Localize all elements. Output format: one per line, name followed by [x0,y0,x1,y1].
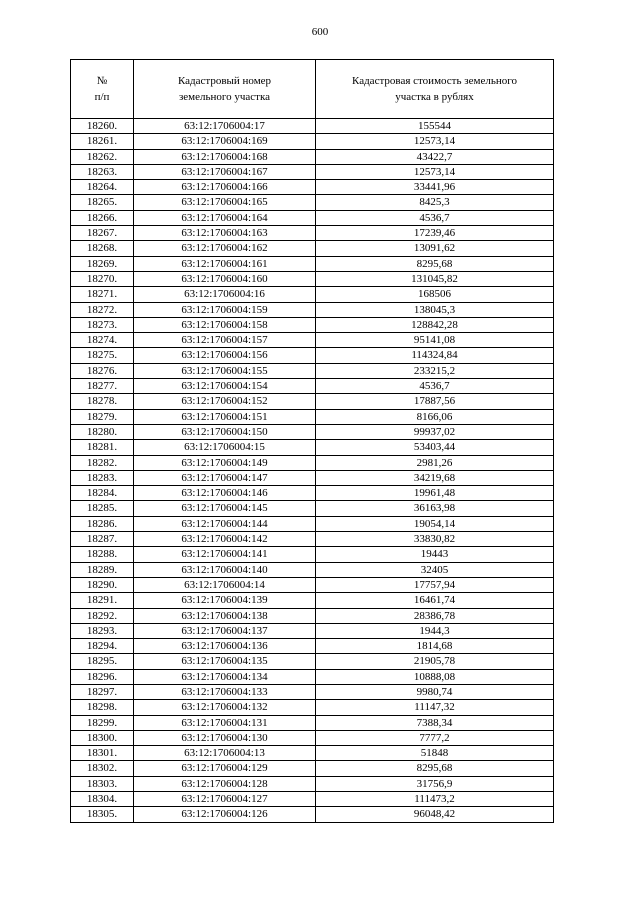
table-row [71,639,554,654]
table-row [71,394,554,409]
table-row [71,792,554,807]
cadastral-number: 63:12:1706004:155 [134,363,316,378]
header-cadastral-number [134,60,316,119]
table-row [71,226,554,241]
page-number: 600 [311,26,329,38]
cadastral-value: 34219,68 [316,470,554,485]
table-row [71,440,554,455]
row-number: 18264. [71,180,134,195]
table-header [71,60,554,119]
table-row [71,715,554,730]
cadastral-value: 4536,7 [316,379,554,394]
cadastral-value-table [70,59,554,823]
table-row [71,577,554,592]
row-number: 18293. [71,623,134,638]
table-body [71,119,554,823]
cadastral-value: 43422,7 [316,149,554,164]
cadastral-value: 138045,3 [316,302,554,317]
row-number: 18260. [71,119,134,134]
cadastral-value: 2981,26 [316,455,554,470]
cadastral-value: 95141,08 [316,333,554,348]
row-number: 18268. [71,241,134,256]
table-row [71,363,554,378]
table-row [71,195,554,210]
row-number: 18277. [71,379,134,394]
cadastral-number: 63:12:1706004:128 [134,776,316,791]
cadastral-number: 63:12:1706004:14 [134,577,316,592]
header-value [316,60,554,119]
cadastral-value: 31756,9 [316,776,554,791]
table-row [71,562,554,577]
cadastral-number: 63:12:1706004:134 [134,669,316,684]
row-number: 18276. [71,363,134,378]
table-row [71,807,554,822]
cadastral-value: 4536,7 [316,210,554,225]
cadastral-number: 63:12:1706004:154 [134,379,316,394]
row-number: 18266. [71,210,134,225]
table-row [71,547,554,562]
row-number: 18271. [71,287,134,302]
cadastral-number: 63:12:1706004:162 [134,241,316,256]
cadastral-number: 63:12:1706004:130 [134,730,316,745]
cadastral-number: 63:12:1706004:145 [134,501,316,516]
row-number: 18261. [71,134,134,149]
cadastral-value: 12573,14 [316,134,554,149]
cadastral-value: 33830,82 [316,532,554,547]
row-number: 18273. [71,317,134,332]
cadastral-number: 63:12:1706004:166 [134,180,316,195]
cadastral-number: 63:12:1706004:164 [134,210,316,225]
cadastral-number: 63:12:1706004:151 [134,409,316,424]
cadastral-value: 17757,94 [316,577,554,592]
cadastral-number: 63:12:1706004:13 [134,746,316,761]
table-row [71,654,554,669]
row-number: 18302. [71,761,134,776]
table-row [71,746,554,761]
cadastral-value: 19443 [316,547,554,562]
table-row [71,486,554,501]
cadastral-value: 9980,74 [316,684,554,699]
cadastral-value: 233215,2 [316,363,554,378]
cadastral-number: 63:12:1706004:169 [134,134,316,149]
cadastral-number: 63:12:1706004:129 [134,761,316,776]
row-number: 18290. [71,577,134,592]
table-row [71,608,554,623]
row-number: 18299. [71,715,134,730]
row-number: 18292. [71,608,134,623]
row-number: 18285. [71,501,134,516]
table-row [71,210,554,225]
row-number: 18291. [71,593,134,608]
cadastral-value: 53403,44 [316,440,554,455]
table-row [71,317,554,332]
header-num [71,60,134,119]
row-number: 18278. [71,394,134,409]
header-value-line2: участка в рублях [395,91,474,103]
cadastral-number: 63:12:1706004:160 [134,271,316,286]
table-row [71,776,554,791]
table-row [71,149,554,164]
row-number: 18300. [71,730,134,745]
cadastral-number: 63:12:1706004:167 [134,164,316,179]
cadastral-number: 63:12:1706004:136 [134,639,316,654]
cadastral-number: 63:12:1706004:163 [134,226,316,241]
cadastral-number: 63:12:1706004:131 [134,715,316,730]
cadastral-value: 168506 [316,287,554,302]
cadastral-value: 36163,98 [316,501,554,516]
table-row [71,164,554,179]
row-number: 18296. [71,669,134,684]
row-number: 18275. [71,348,134,363]
row-number: 18282. [71,455,134,470]
table-row [71,470,554,485]
cadastral-value: 99937,02 [316,424,554,439]
row-number: 18269. [71,256,134,271]
row-number: 18305. [71,807,134,822]
table-row [71,348,554,363]
cadastral-number: 63:12:1706004:135 [134,654,316,669]
row-number: 18288. [71,547,134,562]
cadastral-value: 17239,46 [316,226,554,241]
cadastral-value: 1944,3 [316,623,554,638]
table-row [71,333,554,348]
cadastral-value: 17887,56 [316,394,554,409]
table-row [71,623,554,638]
cadastral-number: 63:12:1706004:159 [134,302,316,317]
cadastral-value: 12573,14 [316,164,554,179]
cadastral-value: 28386,78 [316,608,554,623]
table-row [71,684,554,699]
row-number: 18265. [71,195,134,210]
cadastral-value: 7388,34 [316,715,554,730]
cadastral-number: 63:12:1706004:168 [134,149,316,164]
row-number: 18281. [71,440,134,455]
row-number: 18284. [71,486,134,501]
row-number: 18272. [71,302,134,317]
row-number: 18298. [71,700,134,715]
table-row [71,287,554,302]
cadastral-value: 111473,2 [316,792,554,807]
table-row [71,501,554,516]
row-number: 18274. [71,333,134,348]
cadastral-value: 8166,06 [316,409,554,424]
header-row [71,60,554,119]
cadastral-value: 128842,28 [316,317,554,332]
header-cadastral-line1: Кадастровый номер [177,75,272,87]
row-number: 18301. [71,746,134,761]
table-row [71,669,554,684]
cadastral-value: 21905,78 [316,654,554,669]
cadastral-value: 8295,68 [316,256,554,271]
table-row [71,761,554,776]
header-value-line1: Кадастровая стоимость земельного [352,75,517,87]
table-row [71,241,554,256]
row-number: 18304. [71,792,134,807]
cadastral-number: 63:12:1706004:132 [134,700,316,715]
cadastral-number: 63:12:1706004:140 [134,562,316,577]
cadastral-value: 16461,74 [316,593,554,608]
cadastral-number: 63:12:1706004:15 [134,440,316,455]
cadastral-number: 63:12:1706004:152 [134,394,316,409]
row-number: 18263. [71,164,134,179]
cadastral-number: 63:12:1706004:127 [134,792,316,807]
cadastral-number: 63:12:1706004:150 [134,424,316,439]
row-number: 18270. [71,271,134,286]
cadastral-number: 63:12:1706004:138 [134,608,316,623]
cadastral-number: 63:12:1706004:157 [134,333,316,348]
cadastral-value: 114324,84 [316,348,554,363]
table-row [71,256,554,271]
table-row [71,455,554,470]
cadastral-number: 63:12:1706004:139 [134,593,316,608]
table-row [71,271,554,286]
row-number: 18279. [71,409,134,424]
cadastral-value: 19961,48 [316,486,554,501]
cadastral-value: 8425,3 [316,195,554,210]
cadastral-number: 63:12:1706004:126 [134,807,316,822]
header-num-line1: № [96,75,108,87]
table-row [71,119,554,134]
table-row [71,302,554,317]
header-num-line2: п/п [94,91,110,103]
cadastral-number: 63:12:1706004:133 [134,684,316,699]
table-row [71,409,554,424]
cadastral-number: 63:12:1706004:147 [134,470,316,485]
row-number: 18267. [71,226,134,241]
cadastral-value: 33441,96 [316,180,554,195]
row-number: 18289. [71,562,134,577]
header-cadastral-line2: земельного участка [178,91,271,103]
cadastral-number: 63:12:1706004:17 [134,119,316,134]
cadastral-number: 63:12:1706004:149 [134,455,316,470]
cadastral-number: 63:12:1706004:161 [134,256,316,271]
cadastral-value: 51848 [316,746,554,761]
table-row [71,730,554,745]
table-row [71,180,554,195]
table-row [71,532,554,547]
cadastral-value: 8295,68 [316,761,554,776]
row-number: 18286. [71,516,134,531]
cadastral-value: 11147,32 [316,700,554,715]
table-row [71,700,554,715]
cadastral-number: 63:12:1706004:156 [134,348,316,363]
cadastral-number: 63:12:1706004:137 [134,623,316,638]
cadastral-value: 155544 [316,119,554,134]
cadastral-number: 63:12:1706004:158 [134,317,316,332]
cadastral-number: 63:12:1706004:146 [134,486,316,501]
cadastral-value: 32405 [316,562,554,577]
cadastral-value: 7777,2 [316,730,554,745]
cadastral-number: 63:12:1706004:165 [134,195,316,210]
cadastral-number: 63:12:1706004:142 [134,532,316,547]
cadastral-value: 1814,68 [316,639,554,654]
row-number: 18280. [71,424,134,439]
cadastral-value: 96048,42 [316,807,554,822]
cadastral-number: 63:12:1706004:141 [134,547,316,562]
cadastral-value: 13091,62 [316,241,554,256]
cadastral-number: 63:12:1706004:144 [134,516,316,531]
cadastral-value: 10888,08 [316,669,554,684]
table-row [71,134,554,149]
cadastral-value: 131045,82 [316,271,554,286]
row-number: 18283. [71,470,134,485]
table-row [71,424,554,439]
row-number: 18262. [71,149,134,164]
table-row [71,379,554,394]
cadastral-number: 63:12:1706004:16 [134,287,316,302]
cadastral-value: 19054,14 [316,516,554,531]
table-row [71,593,554,608]
row-number: 18303. [71,776,134,791]
row-number: 18295. [71,654,134,669]
row-number: 18297. [71,684,134,699]
table-row [71,516,554,531]
row-number: 18287. [71,532,134,547]
row-number: 18294. [71,639,134,654]
